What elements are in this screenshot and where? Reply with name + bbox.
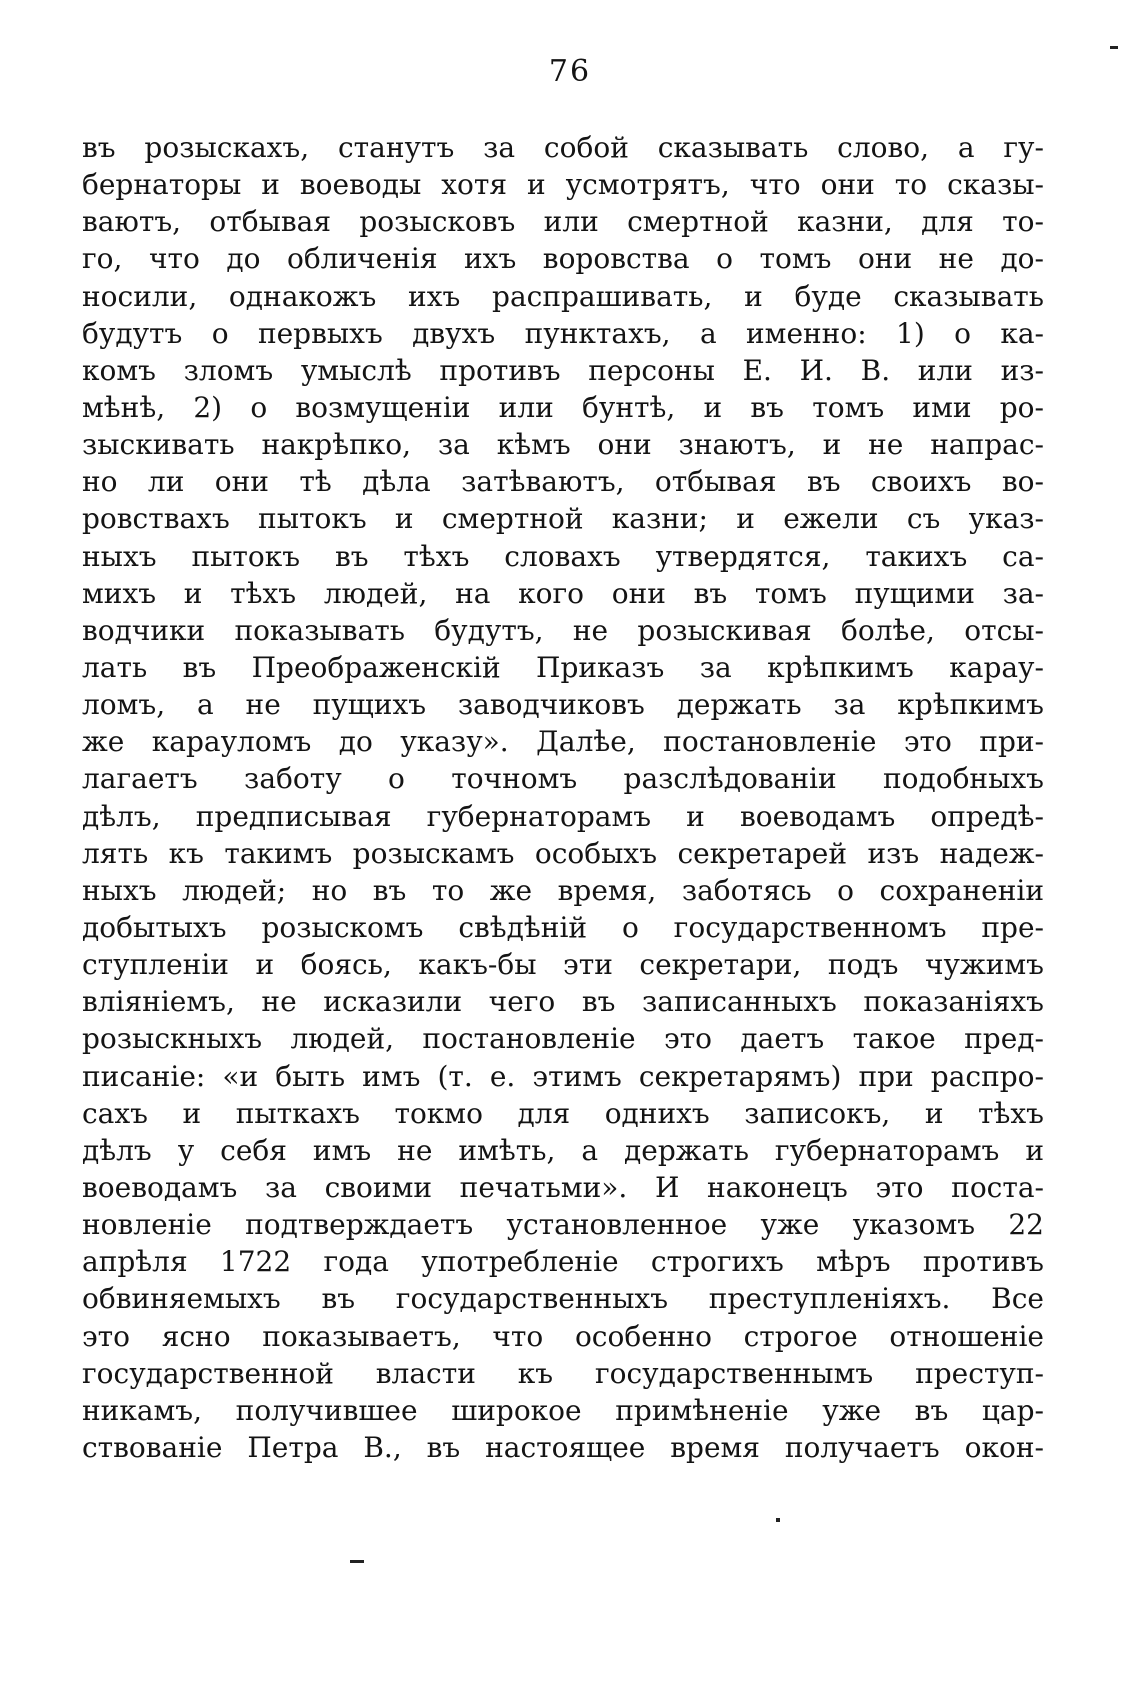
text-line: воеводамъ за своими печатьми». И наконецъ это поста- bbox=[82, 1170, 1044, 1204]
text-line: же карауломъ до указу». Далѣе, постановленіе это при- bbox=[82, 725, 1044, 759]
text-line: го, что до обличенія ихъ воровства о томъ они не до- bbox=[82, 242, 1044, 276]
text-line: михъ и тѣхъ людей, на кого они въ томъ пущими за- bbox=[82, 576, 1044, 610]
print-speck bbox=[350, 1560, 364, 1563]
print-speck bbox=[776, 1518, 780, 1522]
text-line: обвиняемыхъ въ государственныхъ преступленіяхъ. Все bbox=[82, 1282, 1044, 1316]
page-number: 76 bbox=[548, 54, 592, 89]
text-line: комъ зломъ умыслѣ противъ персоны Е. И. В. или из- bbox=[82, 353, 1044, 387]
text-line: государственной власти къ государственнымъ преступ- bbox=[82, 1356, 1044, 1390]
text-line: лять къ такимъ розыскамъ особыхъ секретарей изъ надеж- bbox=[82, 836, 1044, 870]
text-line: ныхъ пытокъ въ тѣхъ словахъ утвердятся, такихъ са- bbox=[82, 539, 1044, 573]
text-line: ровствахъ пытокъ и смертной казни; и ежели съ указ- bbox=[82, 502, 1044, 536]
text-line: ствованіе Петра В., въ настоящее время получаетъ окон- bbox=[82, 1430, 1044, 1464]
text-line: будутъ о первыхъ двухъ пунктахъ, а именно: 1) о ка- bbox=[82, 316, 1044, 350]
body-text bbox=[82, 129, 1044, 1466]
text-line: зыскивать накрѣпко, за кѣмъ они знаютъ, и не напрас- bbox=[82, 428, 1044, 462]
text-line: ломъ, а не пущихъ заводчиковъ держать за крѣпкимъ bbox=[82, 688, 1044, 722]
text-line: никамъ, получившее широкое примѣненіе уже въ цар- bbox=[82, 1393, 1044, 1427]
text-line: въ розыскахъ, станутъ за собой сказывать слово, а гу- bbox=[82, 131, 1044, 164]
text-line: добытыхъ розыскомъ свѣдѣній о государственномъ пре- bbox=[82, 910, 1044, 944]
text-line: розыскныхъ людей, постановленіе это даетъ такое пред- bbox=[82, 1022, 1044, 1056]
text-line: апрѣля 1722 года употребленіе строгихъ мѣръ противъ bbox=[82, 1245, 1044, 1279]
text-line: дѣлъ у себя имъ не имѣть, а держать губернаторамъ и bbox=[82, 1133, 1044, 1167]
text-line: ваютъ, отбывая розысковъ или смертной казни, для то- bbox=[82, 205, 1044, 239]
text-line: ныхъ людей; но въ то же время, заботясь о сохраненіи bbox=[82, 873, 1044, 907]
text-line: но ли они тѣ дѣла затѣваютъ, отбывая въ своихъ во- bbox=[82, 465, 1044, 499]
text-line: дѣлъ, предписывая губернаторамъ и воеводамъ опредѣ- bbox=[82, 799, 1044, 833]
text-line: лать въ Преображенскій Приказъ за крѣпкимъ карау- bbox=[82, 650, 1044, 684]
text-line: носили, однакожъ ихъ распрашивать, и буде сказывать bbox=[82, 279, 1044, 313]
text-line: писаніе: «и быть имъ (т. е. этимъ секретарямъ) при распро- bbox=[82, 1059, 1044, 1093]
text-line: мѣнѣ, 2) о возмущеніи или бунтѣ, и въ томъ ими ро- bbox=[82, 390, 1044, 424]
text-line: вліяніемъ, не исказили чего въ записанныхъ показаніяхъ bbox=[82, 985, 1044, 1019]
text-line: новленіе подтверждаетъ установленное уже указомъ 22 bbox=[82, 1208, 1044, 1242]
text-line: лагаетъ заботу о точномъ разслѣдованіи подобныхъ bbox=[82, 762, 1044, 796]
text-line: сахъ и пыткахъ токмо для однихъ записокъ, и тѣхъ bbox=[82, 1096, 1044, 1130]
text-line: водчики показывать будутъ, не розыскивая болѣе, отсы- bbox=[82, 613, 1044, 647]
text-line: ступленіи и боясь, какъ-бы эти секретари, подъ чужимъ bbox=[82, 948, 1044, 982]
text-line: это ясно показываетъ, что особенно строгое отношеніе bbox=[82, 1319, 1044, 1353]
text-line: бернаторы и воеводы хотя и усмотрятъ, что они то сказы- bbox=[82, 168, 1044, 202]
print-speck bbox=[1110, 46, 1118, 49]
